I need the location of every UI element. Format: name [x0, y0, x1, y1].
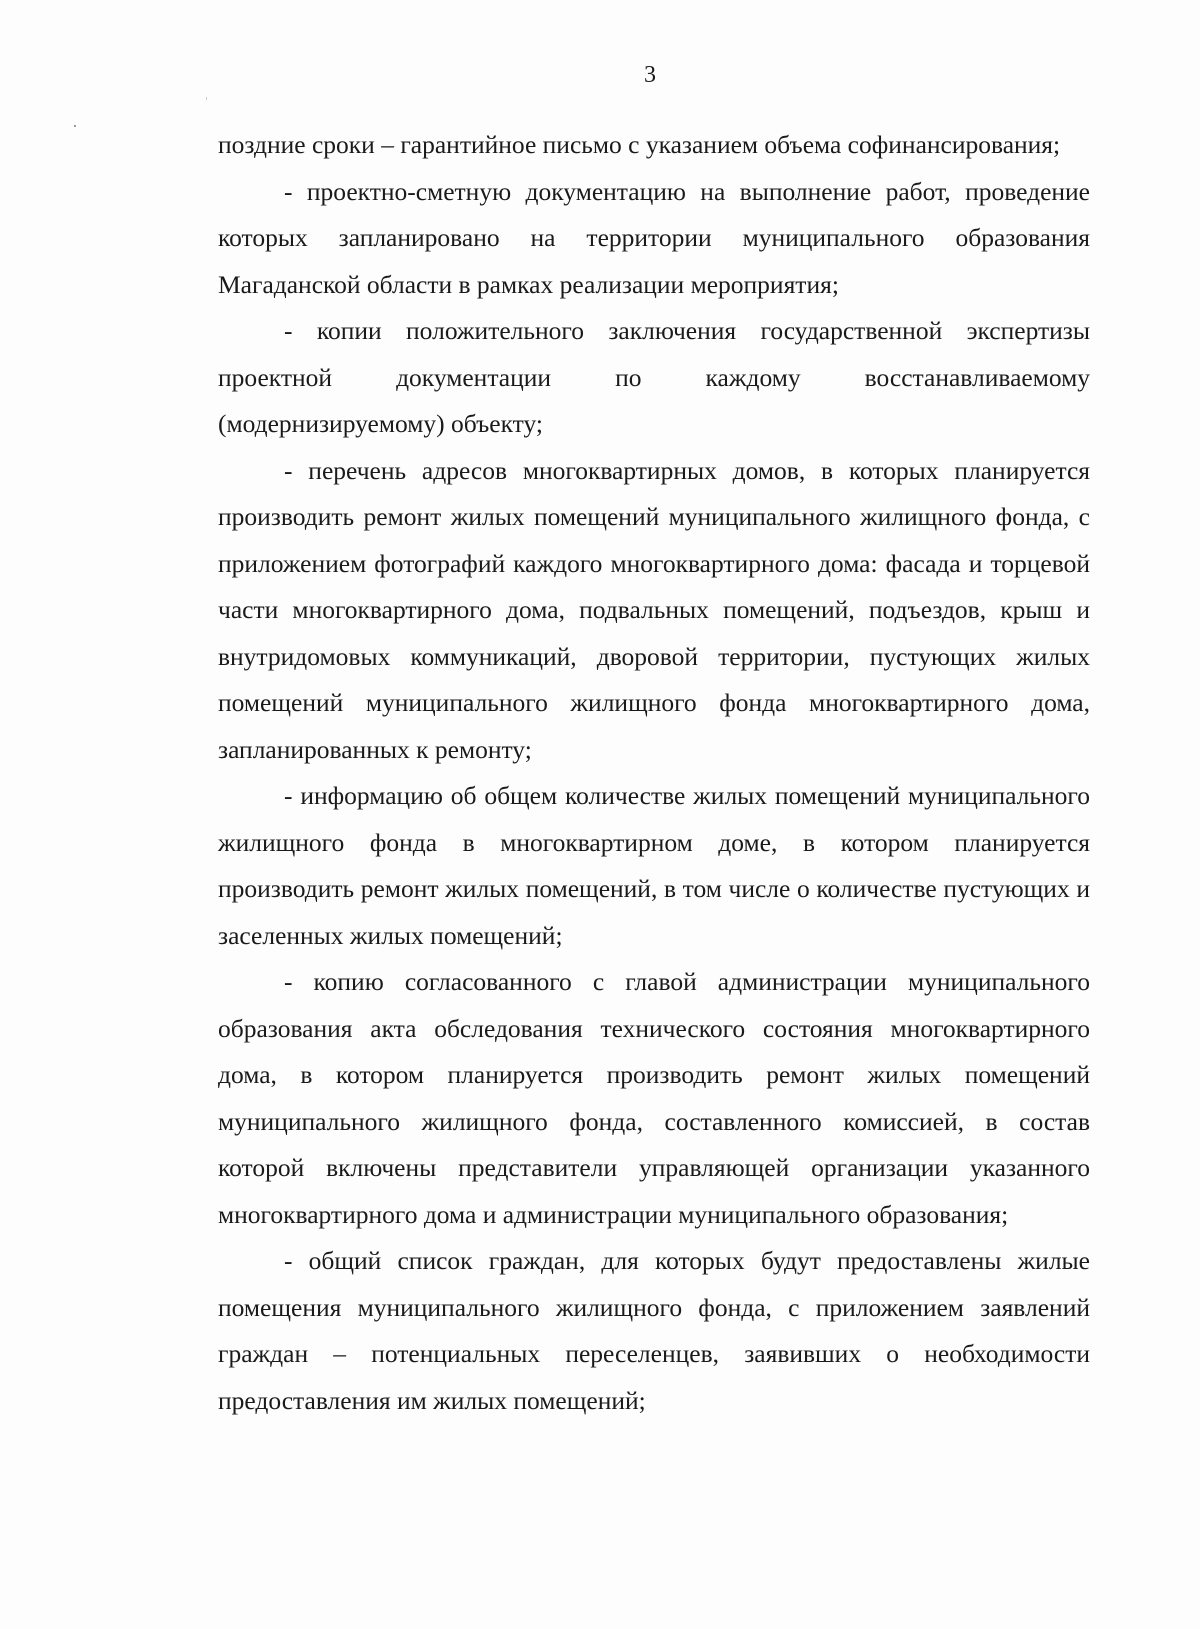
paragraph-inspection-act: - копию согласованного с главой администрации муниципального образования акта обследования технического состояния многоквартирного дома, в котором планируется производить ремонт жилых помещений муниципального жилищного фонда, составленного комиссией, в состав которой включены представители управляющей организации указанного многоквартирного дома и администрации муниципального образования; [218, 967, 1090, 1229]
paragraph-design-documentation: - проектно-сметную документацию на выполнение работ, проведение которых запланировано на территории муниципального образования Магаданской области в рамках реализации мероприятия; [218, 176, 1090, 299]
document-body [218, 122, 1090, 1424]
paragraph-premises-count: - информацию об общем количестве жилых помещений муниципального жилищного фонда в многоквартирном доме, в котором планируется производить ремонт жилых помещений, в том числе о количестве пустующих и заселенных жилых помещений; [218, 781, 1090, 950]
page-number: 3 [644, 62, 656, 88]
paragraph-addresses-list: - перечень адресов многоквартирных домов, в которых планируется производить ремонт жилых помещений муниципального жилищного фонда, с приложением фотографий каждого многоквартирного дома: фасада и торцевой части многоквартирного дома, подвальных помещений, подъездов, крыш и внутридомовых коммуникаций, дворовой территории, пустующих жилых помещений муниципального жилищного фонда многоквартирного дома, запланированных к ремонту; [218, 455, 1090, 764]
scan-speck [74, 125, 76, 127]
scan-speck [206, 97, 207, 100]
paragraph-cofinancing: поздние сроки – гарантийное письмо с указанием объема софинансирования; [218, 130, 1061, 159]
paragraph-expertise-conclusion: - копии положительного заключения государственной экспертизы проектной документации по каждому восстанавливаемому (модернизируемому) объекту; [218, 316, 1090, 438]
paragraph-citizens-list: - общий список граждан, для которых будут предоставлены жилые помещения муниципального жилищного фонда, с приложением заявлений граждан – потенциальных переселенцев, заявивших о необходимости предоставления им жилых помещений; [218, 1246, 1090, 1415]
